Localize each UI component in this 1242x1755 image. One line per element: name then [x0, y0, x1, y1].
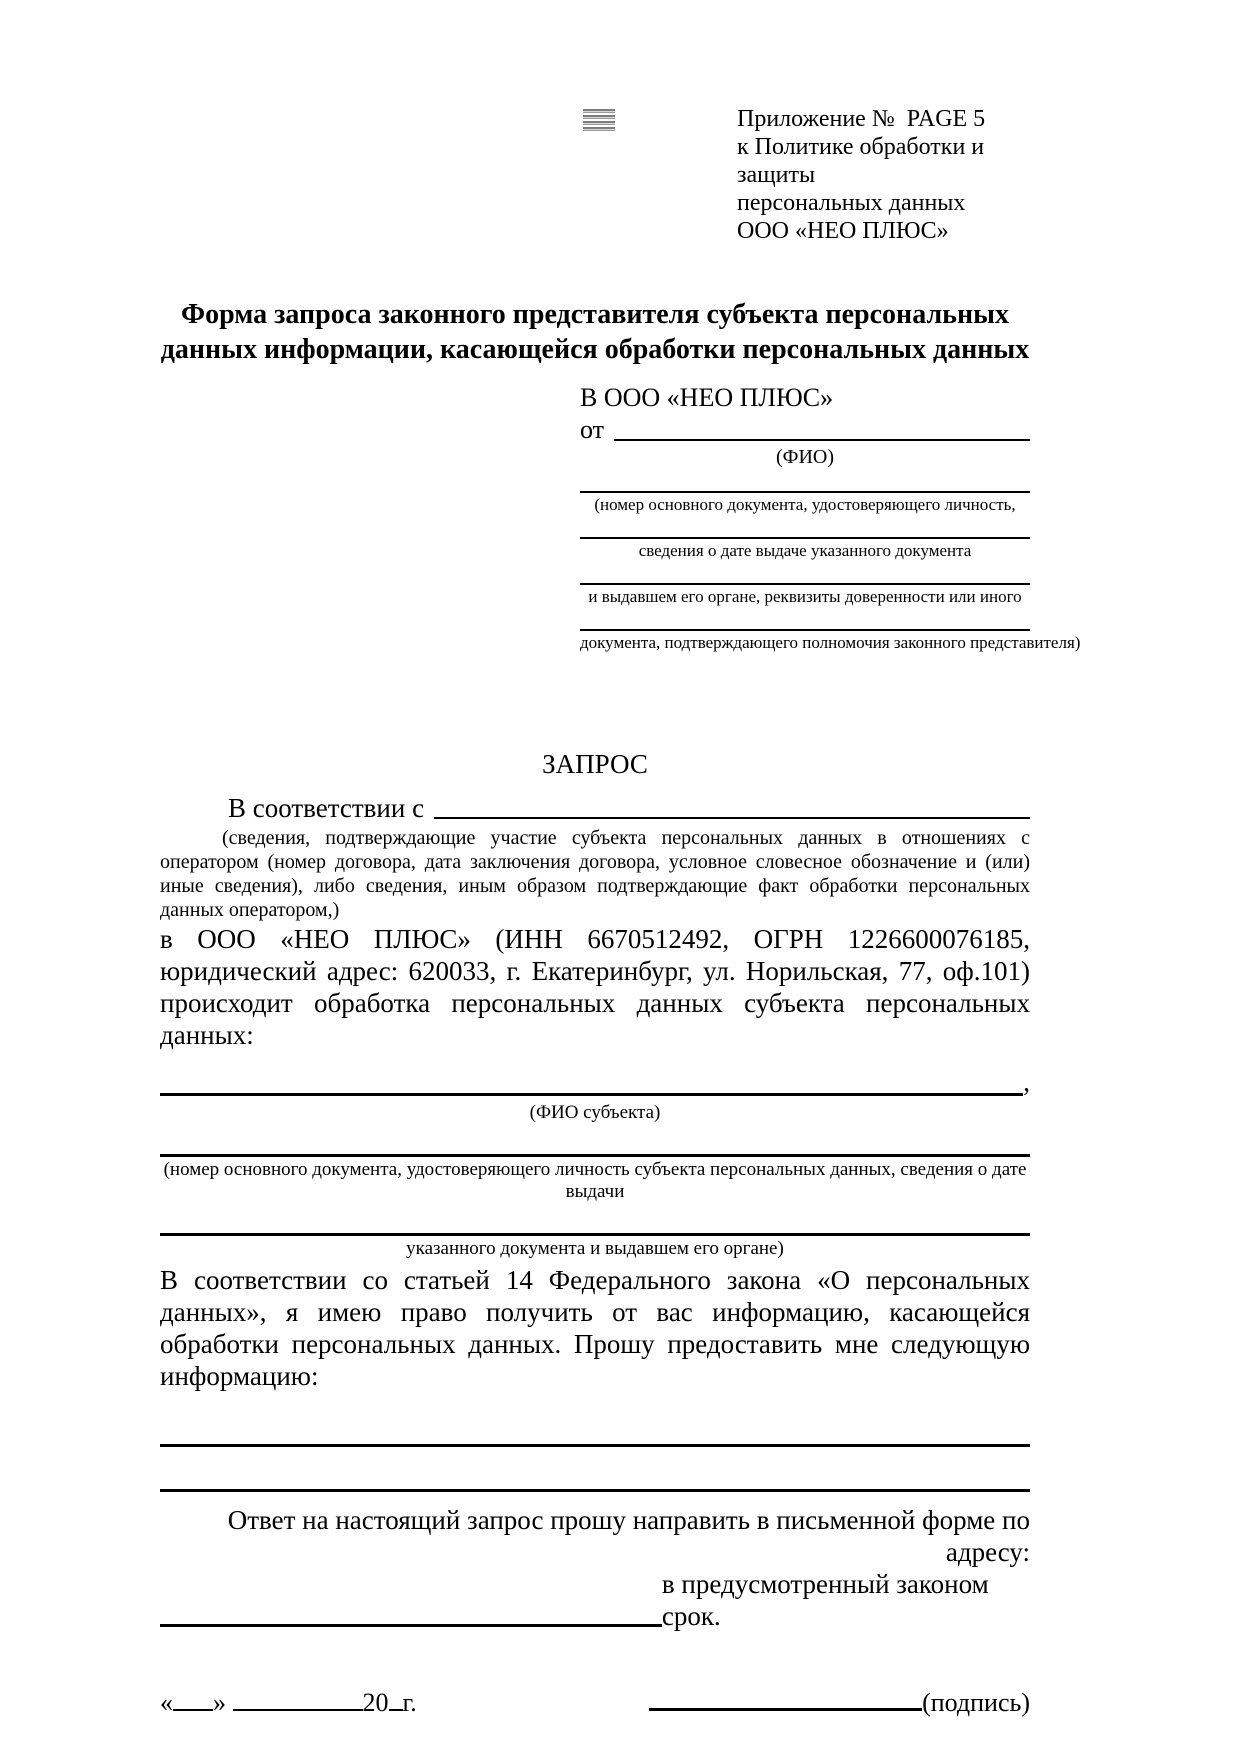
subject-doc-blank-line-1	[160, 1124, 1030, 1157]
appendix-line-3: персональных данных	[737, 190, 966, 216]
subject-name-comma: ,	[1023, 1067, 1030, 1097]
signature-line	[649, 1688, 1030, 1718]
date-line	[160, 1688, 417, 1718]
law-paragraph: В соответствии со статьей 14 Федерального закона «О персональных данных», я имею право получить от вас информацию, касающейся обработки персональных данных. Прошу предоставить мне следующую информацию:	[160, 1265, 1030, 1391]
fio-blank-line	[614, 415, 1030, 441]
requested-info-blank-line-2	[160, 1447, 1030, 1492]
reply-address-blank-line	[160, 1568, 662, 1627]
representative-authority-caption: документа, подтверждающего полномочия законного представителя)	[580, 633, 1081, 652]
date-day-blank	[173, 1709, 213, 1711]
fio-caption: (ФИО)	[775, 446, 834, 468]
signature-caption: (подпись)	[922, 1688, 1030, 1717]
addressee-block	[580, 383, 1081, 653]
date-open-quote: «	[160, 1688, 173, 1717]
date-year-blank	[389, 1709, 403, 1711]
doc-number-blank-line	[580, 469, 1030, 493]
basis-line	[160, 792, 1030, 824]
appendix-line-4: ООО «НЕО ПЛЮС»	[737, 218, 949, 244]
basis-footnote: (сведения, подтверждающие участие субъекта персональных данных в отношениях с оператором (номер договора, дата заключения договора, условное словесное обозначение и (или) иные сведения), либо сведения, иным образом подтверждающие факт обработки персональных данных оператором,)	[160, 827, 1030, 921]
reply-suffix: в предусмотренный законом срок.	[661, 1569, 989, 1631]
request-heading: ЗАПРОС	[542, 749, 648, 779]
issuing-authority-blank-line	[580, 561, 1030, 585]
issue-date-blank-line	[580, 515, 1030, 539]
appendix-line-2: к Политике обработки и защиты	[737, 134, 991, 188]
issuing-authority-caption: и выдавшем его органе, реквизиты доверенности или иного	[588, 587, 1022, 606]
operator-paragraph: в ООО «НЕО ПЛЮС» (ИНН 6670512492, ОГРН 1226600076185, юридический адрес: 620033, г. Екатеринбург, ул. Норильская, 77, оф.101) происходит обработка персональных данных субъекта персональных данных:	[160, 924, 1030, 1050]
subject-name-line	[160, 1067, 1030, 1100]
basis-blank-line	[434, 792, 1030, 819]
doc-number-caption: (номер основного документа, удостоверяющего личность,	[594, 495, 1016, 514]
appendix-block	[737, 105, 1030, 245]
reply-address-line	[160, 1568, 1030, 1632]
date-year: 20	[362, 1688, 389, 1717]
subject-fio-caption: (ФИО субъекта)	[529, 1102, 661, 1123]
appendix-line-1: Приложение № PAGE 5	[737, 106, 986, 132]
subject-doc-caption-2: указанного документа и выдавшем его органе)	[406, 1238, 784, 1259]
embedded-object-icon	[583, 109, 615, 133]
subject-name-blank-line	[160, 1067, 1023, 1096]
date-month-blank	[233, 1709, 363, 1711]
date-signature-row	[160, 1688, 1030, 1718]
issue-date-caption: сведения о дате выдаче указанного документа	[638, 541, 972, 560]
document-title: Форма запроса законного представителя субъекта персональных данных информации, касающейся обработки персональных данных	[160, 299, 1030, 365]
addressee-from-line	[580, 415, 1030, 445]
page-header	[160, 105, 1030, 245]
representative-authority-blank-line	[580, 607, 1030, 631]
from-label: от	[580, 415, 605, 444]
basis-label: В соответствии с	[228, 793, 425, 823]
reply-address-request: Ответ на настоящий запрос прошу направить в письменной форме по адресу:	[227, 1505, 1030, 1567]
addressee-to: В ООО «НЕО ПЛЮС»	[580, 383, 834, 412]
date-close-quote: »	[213, 1688, 226, 1717]
date-year-suffix: г.	[402, 1688, 417, 1717]
signature-blank-line	[649, 1708, 922, 1711]
subject-doc-caption-1: (номер основного документа, удостоверяющего личность субъекта персональных данных, сведения о дате выдачи	[163, 1159, 1027, 1202]
subject-doc-blank-line-2	[160, 1203, 1030, 1236]
requested-info-blank-line-1	[160, 1418, 1030, 1447]
